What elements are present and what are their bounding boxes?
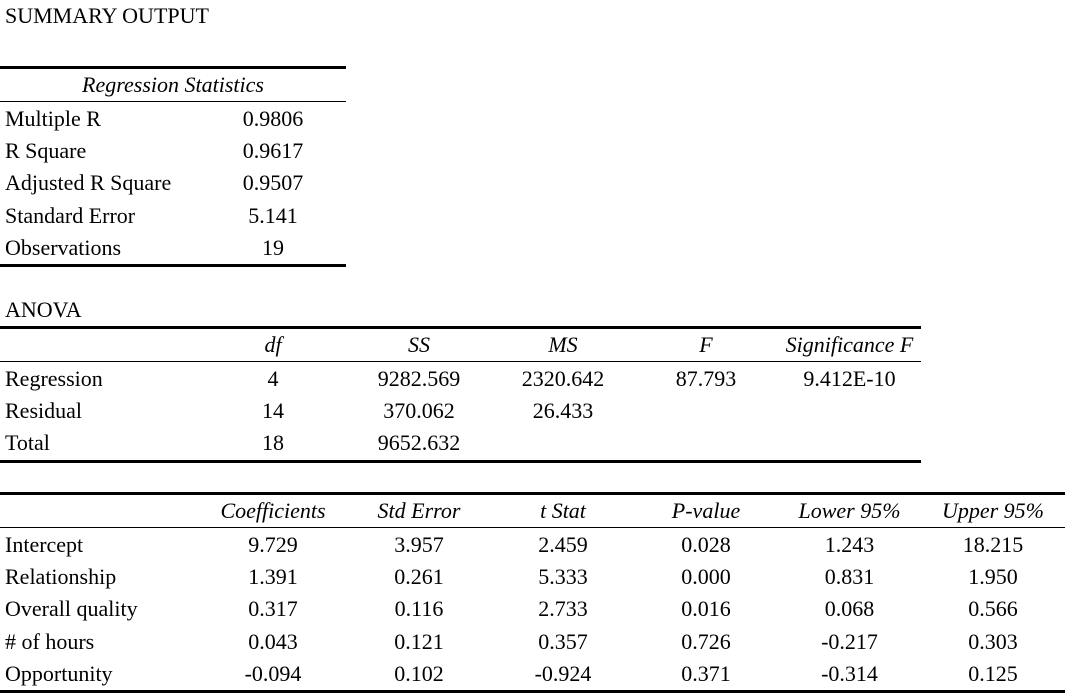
coefficients-cell-coefficients: 9.729: [248, 531, 298, 557]
row-label: Standard Error: [5, 202, 136, 228]
coefficients-header-std-error: Std Error: [346, 494, 492, 528]
row-value: 19: [200, 232, 346, 266]
row-label: Intercept: [5, 531, 84, 557]
regression-statistics-row-adjusted-r-square: [0, 167, 346, 199]
row-label: Regression: [5, 365, 103, 391]
regression-statistics-row-standard-error: [0, 200, 346, 232]
row-value: 0.9806: [242, 105, 304, 131]
coefficients-cell-upper-95: 1.950: [968, 563, 1018, 589]
regression-statistics-header-row: [0, 68, 346, 102]
row-label: # of hours: [5, 628, 95, 654]
anova-row-residual: [0, 395, 921, 427]
row-label: Residual: [5, 397, 82, 423]
coefficients-cell-p-value: 0.028: [681, 531, 731, 557]
coefficients-cell-t-stat: 2.733: [538, 596, 588, 622]
anova-header-row: [0, 328, 921, 362]
coefficients-cell-lower-95: 0.831: [824, 563, 875, 589]
anova-cell-df: 4: [267, 365, 279, 391]
anova-cell-ms: 2320.642: [521, 365, 605, 391]
anova-header-f: F: [634, 328, 778, 362]
coefficients-cell-std-error: 0.261: [394, 563, 444, 589]
coefficients-row-opportunity: [0, 658, 1065, 692]
coefficients-cell-coefficients: 0.043: [248, 628, 298, 654]
coefficients-cell-lower-95: 1.243: [824, 531, 875, 557]
coefficients-row-overall-quality: [0, 593, 1065, 625]
row-label: Overall quality: [5, 596, 138, 622]
coefficients-cell-upper-95: 0.125: [921, 658, 1065, 692]
coefficients-row-relationship: [0, 561, 1065, 593]
coefficients-header-row: [0, 494, 1065, 528]
anova-table: [0, 326, 921, 463]
coefficients-cell-upper-95: 0.303: [968, 628, 1018, 654]
anova-header-ms: MS: [492, 328, 634, 362]
coefficients-cell-std-error: 0.116: [394, 596, 444, 622]
anova-cell-df: 18: [200, 427, 346, 461]
coefficients-header-upper-95: Upper 95%: [921, 494, 1065, 528]
regression-statistics-row-observations: [0, 232, 346, 266]
coefficients-cell-p-value: 0.371: [634, 658, 778, 692]
regression-statistics-header: Regression Statistics: [0, 68, 346, 102]
coefficients-cell-t-stat: 5.333: [538, 563, 588, 589]
coefficients-row-of-hours: [0, 626, 1065, 658]
anova-cell-f: 87.793: [675, 365, 737, 391]
anova-cell-df: 14: [262, 397, 284, 423]
coefficients-header-p-value: P-value: [634, 494, 778, 528]
anova-header-df: df: [200, 328, 346, 362]
coefficients-cell-lower-95: 0.068: [824, 596, 875, 622]
coefficients-cell-coefficients: -0.094: [200, 658, 346, 692]
anova-row-total: [0, 427, 921, 461]
anova-row-regression: [0, 362, 921, 395]
coefficients-cell-std-error: 3.957: [394, 531, 444, 557]
coefficients-cell-p-value: 0.726: [681, 628, 731, 654]
coefficients-cell-std-error: 0.102: [346, 658, 492, 692]
coefficients-header-t-stat: t Stat: [492, 494, 634, 528]
coefficients-cell-std-error: 0.121: [394, 628, 444, 654]
row-label: Opportunity: [0, 658, 200, 692]
anova-cell-f: [634, 395, 778, 427]
summary-title: SUMMARY OUTPUT: [5, 3, 209, 28]
row-value: 0.9507: [242, 170, 304, 196]
anova-cell-ms: [492, 427, 634, 461]
row-label: Multiple R: [5, 105, 101, 131]
anova-header-significance-f: Significance F: [778, 328, 921, 362]
anova-cell-ss: 9282.569: [377, 365, 461, 391]
regression-statistics-row-multiple-r: [0, 102, 346, 135]
anova-header-blank: [0, 328, 200, 362]
coefficients-cell-t-stat: 0.357: [538, 628, 588, 654]
coefficients-cell-p-value: 0.016: [681, 596, 731, 622]
row-value: 0.9617: [242, 137, 304, 163]
coefficients-header-coefficients: Coefficients: [200, 494, 346, 528]
anova-cell-significance-f: [778, 395, 921, 427]
anova-cell-ss: 370.062: [383, 397, 455, 423]
coefficients-cell-coefficients: 1.391: [248, 563, 298, 589]
coefficients-cell-upper-95: 0.566: [968, 596, 1018, 622]
row-label: Total: [0, 427, 200, 461]
coefficients-header-lower-95: Lower 95%: [778, 494, 921, 528]
row-label: Observations: [0, 232, 200, 266]
coefficients-cell-t-stat: 2.459: [538, 531, 588, 557]
anova-cell-ss: 9652.632: [346, 427, 492, 461]
anova-cell-ms: 26.433: [532, 397, 594, 423]
anova-cell-significance-f: [778, 427, 921, 461]
coefficients-cell-coefficients: 0.317: [248, 596, 298, 622]
coefficients-cell-lower-95: -0.217: [821, 628, 878, 654]
anova-cell-f: [634, 427, 778, 461]
coefficients-table: [0, 492, 1065, 693]
regression-statistics-row-r-square: [0, 135, 346, 167]
anova-cell-significance-f: 9.412E-10: [803, 365, 896, 391]
coefficients-header-blank: [0, 494, 200, 528]
coefficients-cell-lower-95: -0.314: [778, 658, 921, 692]
coefficients-row-intercept: [0, 528, 1065, 561]
coefficients-cell-upper-95: 18.215: [962, 531, 1024, 557]
row-value: 5.141: [248, 202, 298, 228]
coefficients-cell-t-stat: -0.924: [492, 658, 634, 692]
anova-label: ANOVA: [5, 297, 82, 322]
anova-header-ss: SS: [346, 328, 492, 362]
row-label: R Square: [5, 137, 87, 163]
coefficients-cell-p-value: 0.000: [681, 563, 731, 589]
row-label: Adjusted R Square: [5, 170, 172, 196]
regression-statistics-table: [0, 66, 346, 267]
row-label: Relationship: [5, 563, 117, 589]
